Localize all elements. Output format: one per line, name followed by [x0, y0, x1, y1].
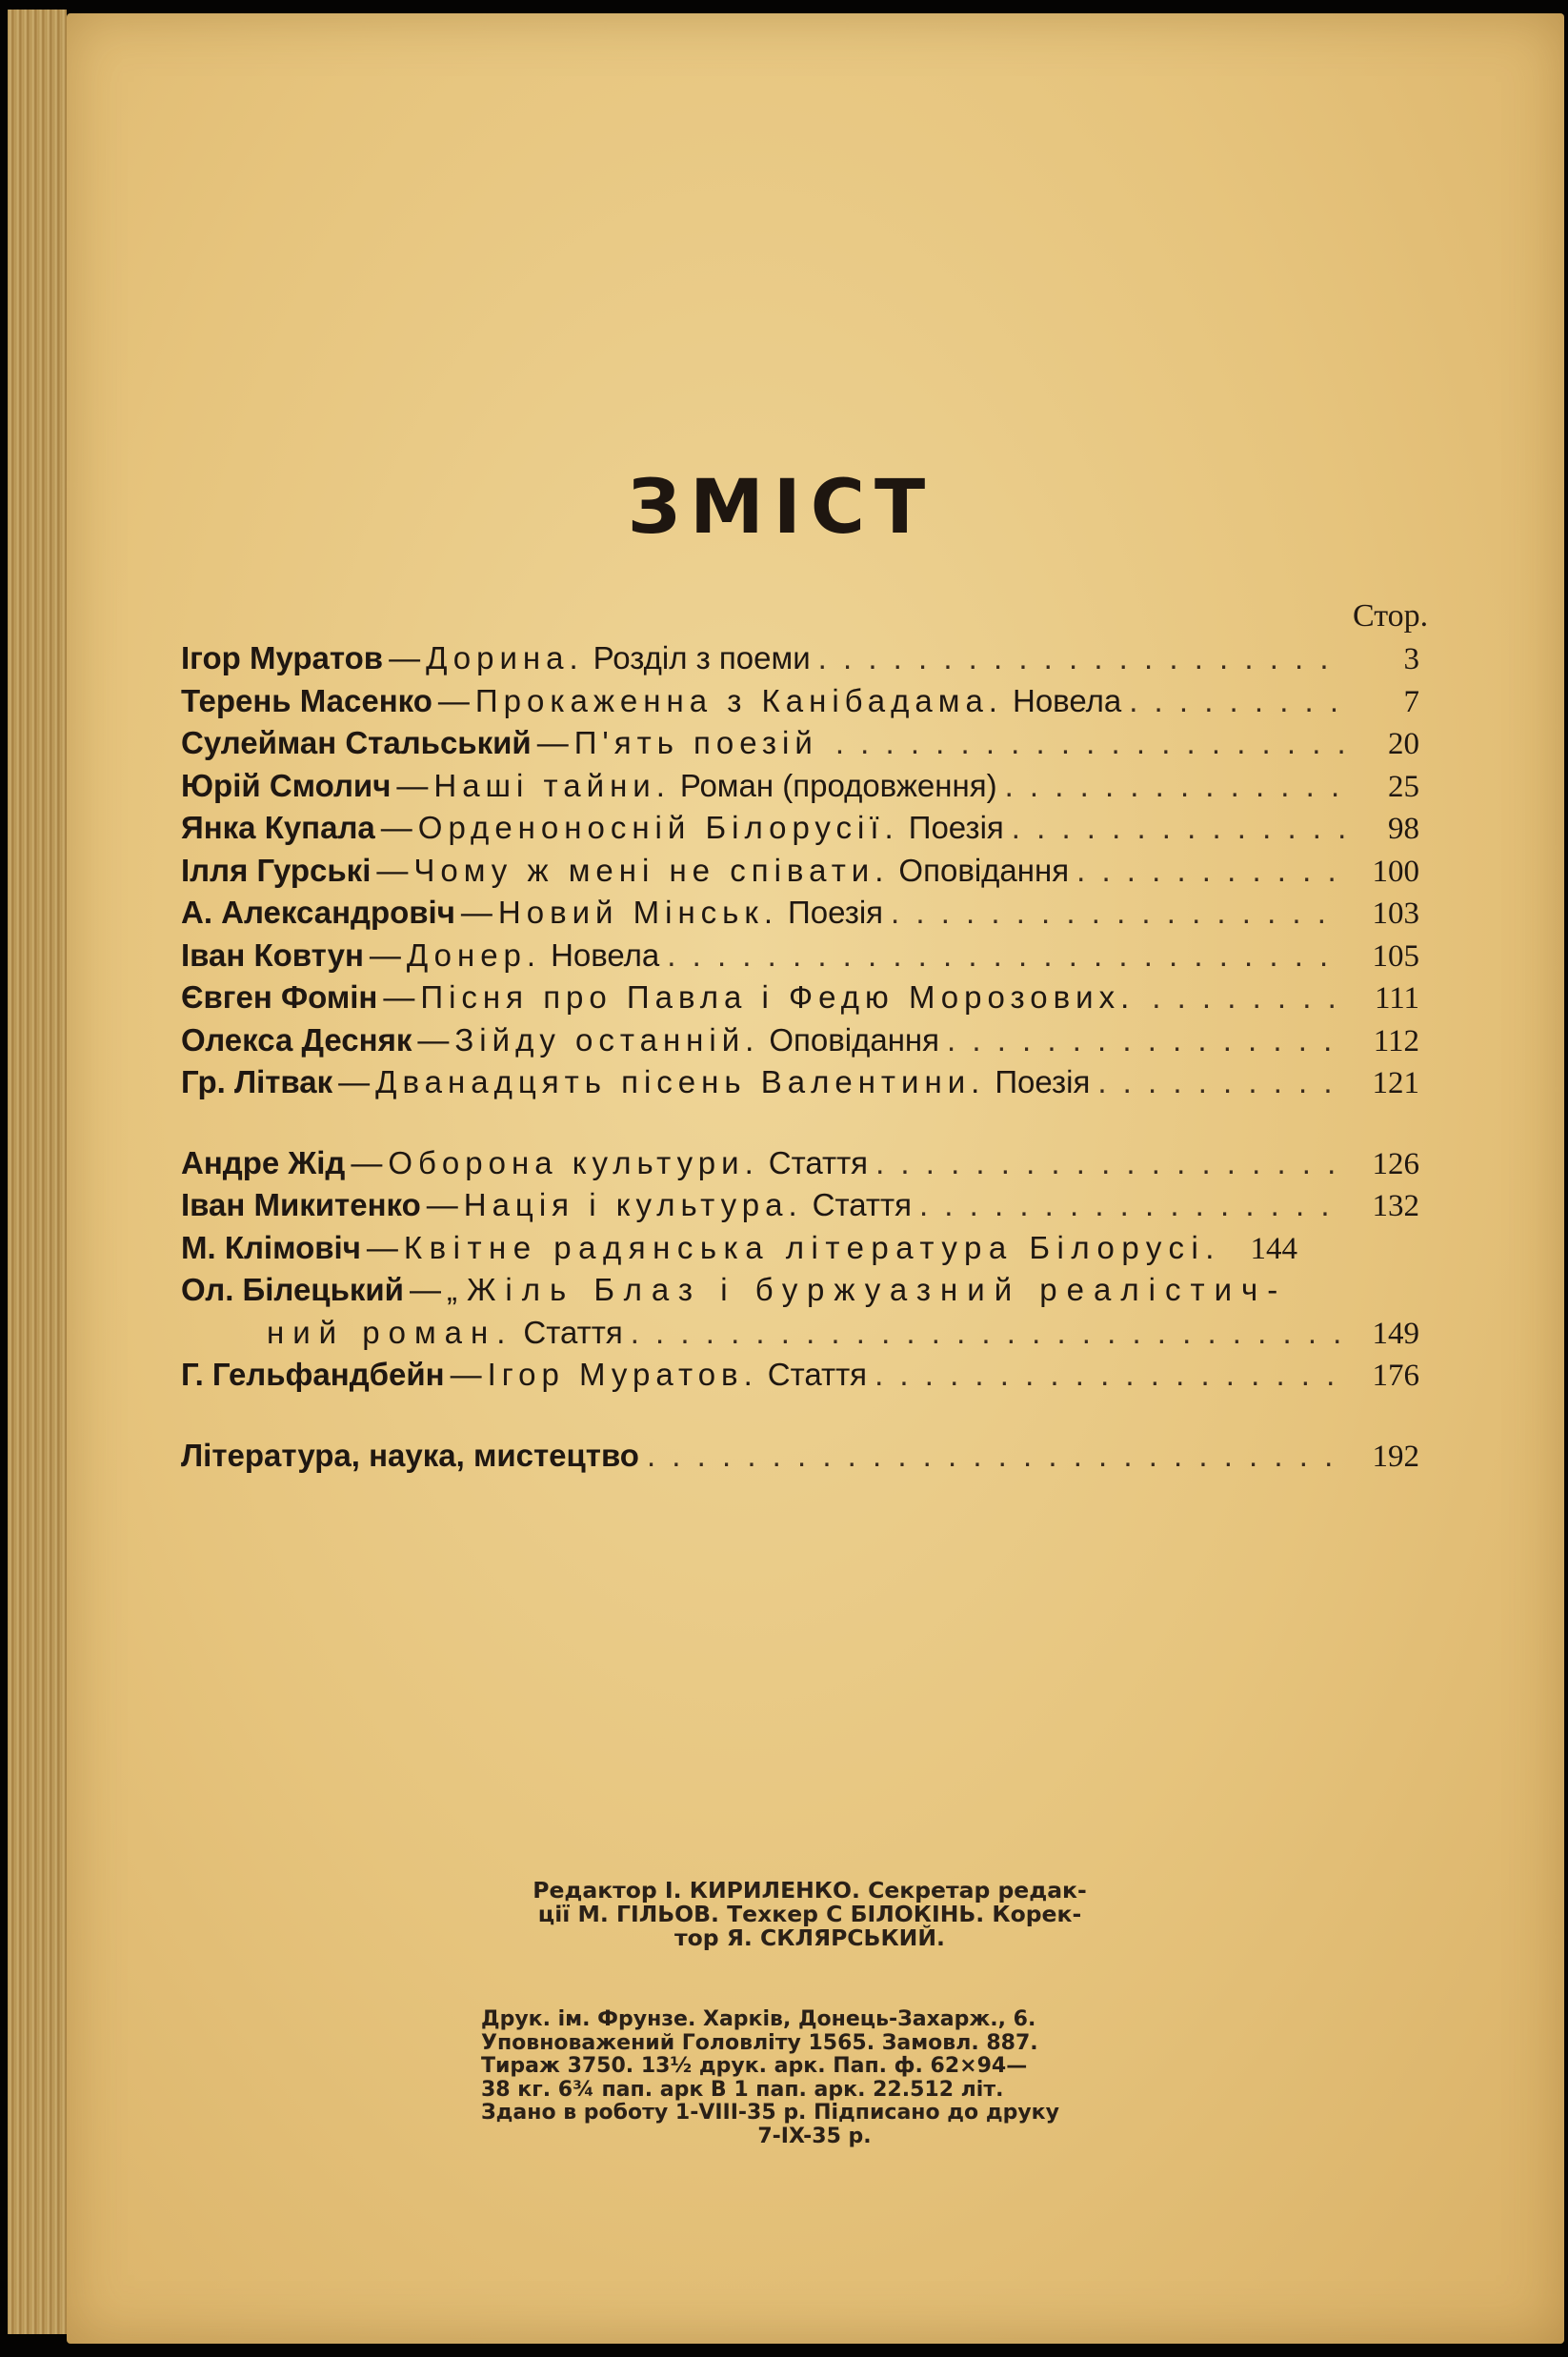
toc-entry: [181, 725, 1419, 768]
toc-page-number: 3: [1403, 642, 1419, 676]
toc-author: Іван Ковтун: [181, 937, 364, 973]
toc-page-number: 112: [1373, 1023, 1419, 1058]
toc-dot-leader: [1152, 979, 1345, 1016]
toc-entry: [181, 1438, 1419, 1481]
toc-genre: Стаття: [768, 1144, 869, 1180]
toc-work-title: Орденоносній Білорусії.: [417, 810, 899, 845]
toc-dot-leader: [875, 1145, 1345, 1181]
toc-page-number: 25: [1388, 769, 1419, 804]
toc-dot-leader: [631, 1315, 1345, 1351]
toc-dash: —: [437, 682, 470, 718]
toc-dash: —: [417, 1021, 450, 1058]
toc-page-number: 192: [1372, 1439, 1419, 1474]
toc-dot-leader: [891, 895, 1345, 931]
toc-entry: [181, 1230, 1419, 1273]
print-info-line: Здано в роботу 1-VIII-35 р. Підписано до друку: [481, 2101, 1059, 2125]
table-of-contents: [181, 640, 1419, 1480]
toc-work-title: Новий Мінськ.: [497, 895, 778, 930]
toc-page-number: 132: [1372, 1189, 1419, 1223]
toc-dot-leader: [647, 1438, 1345, 1474]
credits-line: ції М. ГІЛЬОВ. Техкер С БІЛОКІНЬ. Корек-: [537, 1901, 1082, 1927]
toc-dash: —: [450, 1357, 482, 1392]
toc-dash: —: [366, 1229, 398, 1265]
toc-dash: —: [383, 979, 415, 1015]
toc-genre: Оповідання: [898, 852, 1070, 888]
toc-entry: [181, 768, 1419, 811]
credits-line: тор Я. СКЛЯРСЬКИЙ.: [674, 1924, 945, 1951]
toc-dash: —: [389, 640, 421, 675]
toc-entry: [181, 937, 1419, 980]
toc-genre: Стаття: [767, 1357, 868, 1392]
toc-genre: Поезія: [788, 895, 884, 930]
toc-work-title: Донер.: [406, 937, 542, 973]
toc-page-number: 103: [1372, 896, 1419, 931]
toc-work-title: Оборона культури.: [388, 1144, 759, 1180]
toc-work-title: Наші тайни.: [433, 767, 671, 803]
toc-genre: Поезія: [908, 810, 1004, 845]
table-of-contents-title: ЗМІСТ: [627, 465, 935, 551]
toc-dot-leader: [667, 937, 1345, 974]
toc-page-number: 176: [1372, 1359, 1419, 1393]
toc-author: Іван Микитенко: [181, 1187, 421, 1222]
toc-author: Ол. Білецький: [181, 1272, 404, 1307]
page-edge-left: [8, 10, 67, 2334]
toc-genre: Стаття: [523, 1314, 623, 1350]
toc-dash: —: [536, 725, 569, 760]
toc-dot-leader: [947, 1022, 1345, 1058]
print-info-line: Тираж 3750. 13½ друк. арк. Пап. ф. 62×94—: [481, 2054, 1028, 2078]
toc-work-title: Квітне радянська література Білорусі.: [403, 1229, 1221, 1265]
printing-information: [481, 2008, 1148, 2148]
toc-page-number: 111: [1374, 981, 1419, 1016]
toc-page-number: 20: [1388, 727, 1419, 761]
toc-page-number: 144: [1250, 1231, 1297, 1266]
toc-author: Юрій Смолич: [181, 767, 392, 803]
toc-dot-leader: [1005, 768, 1345, 804]
toc-entry-continuation: [181, 1315, 1419, 1358]
toc-dot-leader: [919, 1187, 1345, 1223]
toc-work-title: ний роман.: [267, 1314, 514, 1350]
print-info-line: Друк. ім. Фрунзе. Харків, Донець-Захарж., 6.: [481, 2007, 1036, 2031]
toc-author: Євген Фомін: [181, 979, 378, 1015]
toc-work-title: Пісня про Павла і Федю Морозових.: [420, 979, 1136, 1015]
toc-work-title: Прокаженна з Канібадама.: [474, 682, 1003, 718]
toc-entry: [181, 640, 1419, 683]
toc-dot-leader: [874, 1357, 1345, 1393]
toc-author: Гр. Літвак: [181, 1064, 333, 1099]
toc-entry: [181, 683, 1419, 726]
toc-author: Янка Купала: [181, 810, 375, 845]
toc-author: Олекса Десняк: [181, 1021, 412, 1058]
toc-entry: [181, 1187, 1419, 1230]
toc-work-title: Чому ж мені не співати.: [413, 852, 890, 888]
toc-work-title: „Жіль Блаз і буржуазний реалістич-: [446, 1272, 1288, 1307]
credits-line: Редактор І. КИРИЛЕНКО. Секретар редак-: [533, 1877, 1087, 1904]
toc-entry: [181, 853, 1419, 896]
toc-genre: Розділ з поеми: [593, 640, 811, 675]
toc-section-title: Література, наука, мистецтво: [181, 1437, 639, 1473]
toc-entry: [181, 1272, 1419, 1315]
toc-genre: Новела: [1012, 682, 1122, 718]
toc-work-title: Зійду останній.: [454, 1021, 760, 1058]
toc-dot-leader: [818, 640, 1345, 676]
toc-work-title: Нація і культура.: [463, 1187, 803, 1222]
toc-page-number: 100: [1372, 854, 1419, 889]
toc-genre: Роман (продовження): [679, 767, 997, 803]
print-info-line: 7-IX-35 р.: [757, 2124, 872, 2148]
toc-entry: [181, 1357, 1419, 1400]
toc-dash: —: [460, 895, 493, 930]
editorial-credits: [476, 1879, 1143, 1950]
toc-author: Андре Жід: [181, 1144, 346, 1180]
toc-dash: —: [409, 1272, 441, 1307]
toc-dot-leader: [1076, 853, 1345, 889]
toc-genre: Новела: [551, 937, 660, 973]
toc-entry: [181, 895, 1419, 937]
toc-work-title: П'ять поезій: [573, 725, 818, 760]
toc-author: А. Александровіч: [181, 895, 455, 930]
toc-genre: Оповідання: [769, 1021, 940, 1058]
toc-dash: —: [426, 1187, 458, 1222]
toc-work-title: Ігор Муратов.: [487, 1357, 758, 1392]
toc-entry: [181, 1064, 1419, 1107]
toc-page-number: 105: [1372, 938, 1419, 974]
toc-author: Ілля Гурські: [181, 852, 372, 888]
toc-dot-leader: [1129, 683, 1345, 719]
toc-dash: —: [351, 1144, 383, 1180]
toc-author: Терень Масенко: [181, 682, 432, 718]
toc-dash: —: [338, 1064, 371, 1099]
toc-dash: —: [376, 852, 409, 888]
toc-dot-leader: [1097, 1064, 1345, 1100]
toc-author: Г. Гельфандбейн: [181, 1357, 445, 1392]
pages-column-header: Стор.: [1353, 598, 1429, 634]
toc-dash: —: [396, 767, 429, 803]
toc-author: Сулейман Стальський: [181, 725, 532, 760]
toc-work-title: Дорина.: [426, 640, 584, 675]
print-info-line: Уповноважений Головліту 1565. Замовл. 887.: [481, 2030, 1038, 2055]
toc-entry: [181, 1022, 1419, 1065]
toc-page-number: 149: [1372, 1316, 1419, 1351]
toc-author: Ігор Муратов: [181, 640, 384, 675]
toc-entry: [181, 810, 1419, 853]
toc-page-number: 98: [1388, 812, 1419, 846]
toc-page-number: 126: [1372, 1146, 1419, 1181]
toc-work-title: Дванадцять пісень Валентини.: [375, 1064, 986, 1099]
toc-dot-leader: [1012, 810, 1345, 846]
toc-genre: Стаття: [812, 1187, 912, 1222]
toc-entry: [181, 1145, 1419, 1188]
toc-page-number: 7: [1403, 684, 1419, 719]
toc-genre: Поезія: [995, 1064, 1091, 1099]
toc-entry: [181, 979, 1419, 1022]
toc-page-number: 121: [1372, 1066, 1419, 1100]
print-info-line: 38 кг. 6¾ пап. арк В 1 пап. арк. 22.512 літ.: [481, 2077, 1004, 2102]
toc-dash: —: [369, 937, 401, 973]
toc-author: М. Клімовіч: [181, 1229, 361, 1265]
toc-dot-leader: [835, 725, 1345, 761]
toc-dash: —: [380, 810, 412, 845]
